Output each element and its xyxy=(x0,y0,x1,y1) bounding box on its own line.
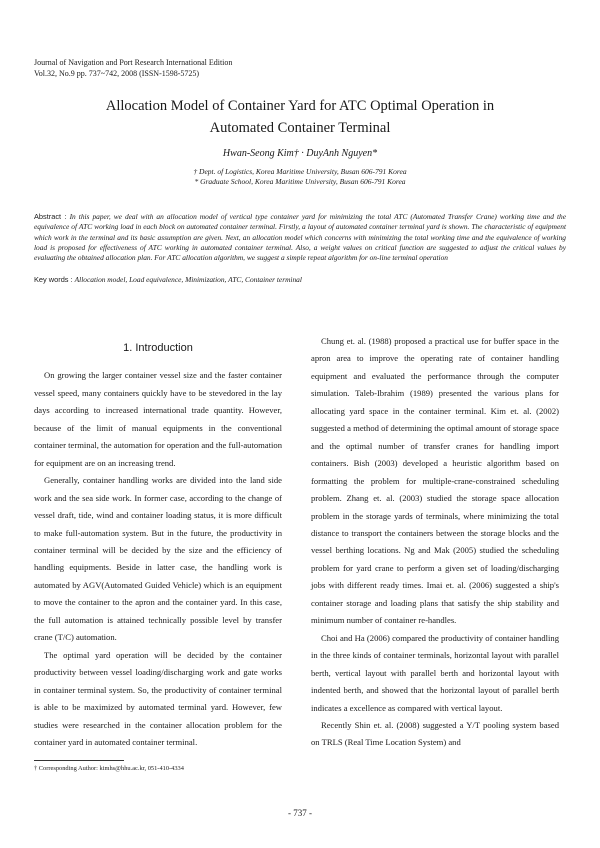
keywords-text: Allocation model, Load equivalence, Minimization, ATC, Container terminal xyxy=(74,275,302,284)
title-line-2: Automated Container Terminal xyxy=(209,120,391,136)
journal-name: Journal of Navigation and Port Research International Edition xyxy=(34,58,233,67)
abstract-text: In this paper, we deal with an allocation model of vertical type container yard for minimizing the total ATC (Automated Transfer Crane) working time and the equivalence of ATC working load in each block on automated container terminal. Firstly, a layout of automated container terminal yard is shown. The characteristic of equipment which work in the terminal and its basic assumption are given. Next, an allocation model which concerns with minimizing the total working time and the equivalence of working load is proposed for effectiveness of ATC working in automated container terminal. Also, a weight values on critical function are suggested to adjust the critical values by evaluating the obtained allocation plan. For ATC allocation algorithm, we suggest a simple repeat algorithm for on-line terminal operation xyxy=(34,212,566,263)
section-heading-introduction: 1. Introduction xyxy=(123,342,193,354)
footnote-divider xyxy=(34,760,124,761)
right-column xyxy=(311,333,559,752)
footnote-corresponding-author: † Corresponding Author: kimhs@hhu.ac.kr, 051-410-4334 xyxy=(34,765,184,772)
paragraph: The optimal yard operation will be decided by the container productivity between vessel loading/discharging work and gate works in container terminal system. So, the productivity of container terminal is able to be maximized by automated terminal yard. However, few studies were researched in the container allocation problem for the container yard in automated container terminal. xyxy=(34,649,282,747)
affiliations xyxy=(40,167,560,187)
keywords xyxy=(34,275,566,284)
author-list: Hwan-Seong Kim† · DuyAnh Nguyen* xyxy=(222,148,378,159)
journal-header xyxy=(34,57,232,79)
affiliation-1: † Dept. of Logistics, Korea Maritime University, Busan 606-791 Korea xyxy=(193,167,407,176)
abstract xyxy=(34,212,566,263)
page-number: - 737 - xyxy=(288,808,312,818)
journal-volume: Vol.32, No.9 pp. 737~742, 2008 (ISSN-1598-5725) xyxy=(34,69,200,78)
keywords-label: Key words : xyxy=(34,275,75,284)
paragraph: Chung et. al. (1988) proposed a practical use for buffer space in the apron area to improve the operating rate of container handling equipment and evaluated the performance through the computer simulation. Taleb-Ibrahim (1989) presented the various plans for allocating yard space in the container terminal. Kim et. al. (2002) suggested a method of determining the optimal amount of storage space and the optimal number of transfer cranes for handling import containers. Bish (2003) developed a heuristic algorithm based on formatting the problem for multiple-crane-constrained scheduling problem. Zhang et. al. (2003) studied the storage space allocation problem in the storage yards of terminals, where minimizing the total distance to transport the containers between the storage blocks and the vessel berthing locations. Ng and Mak (2005) studied the scheduling problem for yard crane to perform a given set of loading/discharging jobs with different ready times. Imai et. al. (2006) suggested a ship's container storage and loading plans that satisfy the ship stability and minimum number of container re-handles. xyxy=(311,336,559,626)
affiliation-2: * Graduate School, Korea Maritime University, Busan 606-791 Korea xyxy=(194,177,406,186)
paragraph: Generally, container handling works are divided into the land side work and the sea side work. In former case, according to the change of vessel draft, tide, wind and container loading status, it is more difficult to make full-automation system. But in the future, the productivity in container terminal will be decided by the size and the efficiency of handling equipments. Beside in latter case, the handling work is automated by AGV(Automated Guided Vehicle) which is an equipment to move the container to the apron and the container yard. In this case, the full automation is attained technically possible level by transfer crane (T/C) automation. xyxy=(34,475,282,643)
paragraph: Choi and Ha (2006) compared the productivity of container handling in the three kinds of container terminals, horizontal layout with parallel berth, vertical layout with parallel berth and horizontal layout with indented berth, and showed that the horizontal layout of parallel berth indicates a excellence as compared with vertical layout. xyxy=(311,632,559,713)
abstract-label: Abstract : xyxy=(34,212,70,221)
paper-title xyxy=(40,95,560,139)
paragraph: On growing the larger container vessel size and the faster container vessel speed, many containers quickly have to be stevedored in the lay days according to increased international trade quantity. However, because of the limit of manual equipments in the conventional container terminal, the automation for operation and the full-automation for equipment are on an increasing trend. xyxy=(34,370,282,468)
left-column xyxy=(34,336,282,751)
paragraph: Recently Shin et. al. (2008) suggested a Y/T pooling system based on TRLS (Real Time Location System) and xyxy=(311,719,559,748)
title-line-1: Allocation Model of Container Yard for ATC Optimal Operation in xyxy=(105,98,495,114)
